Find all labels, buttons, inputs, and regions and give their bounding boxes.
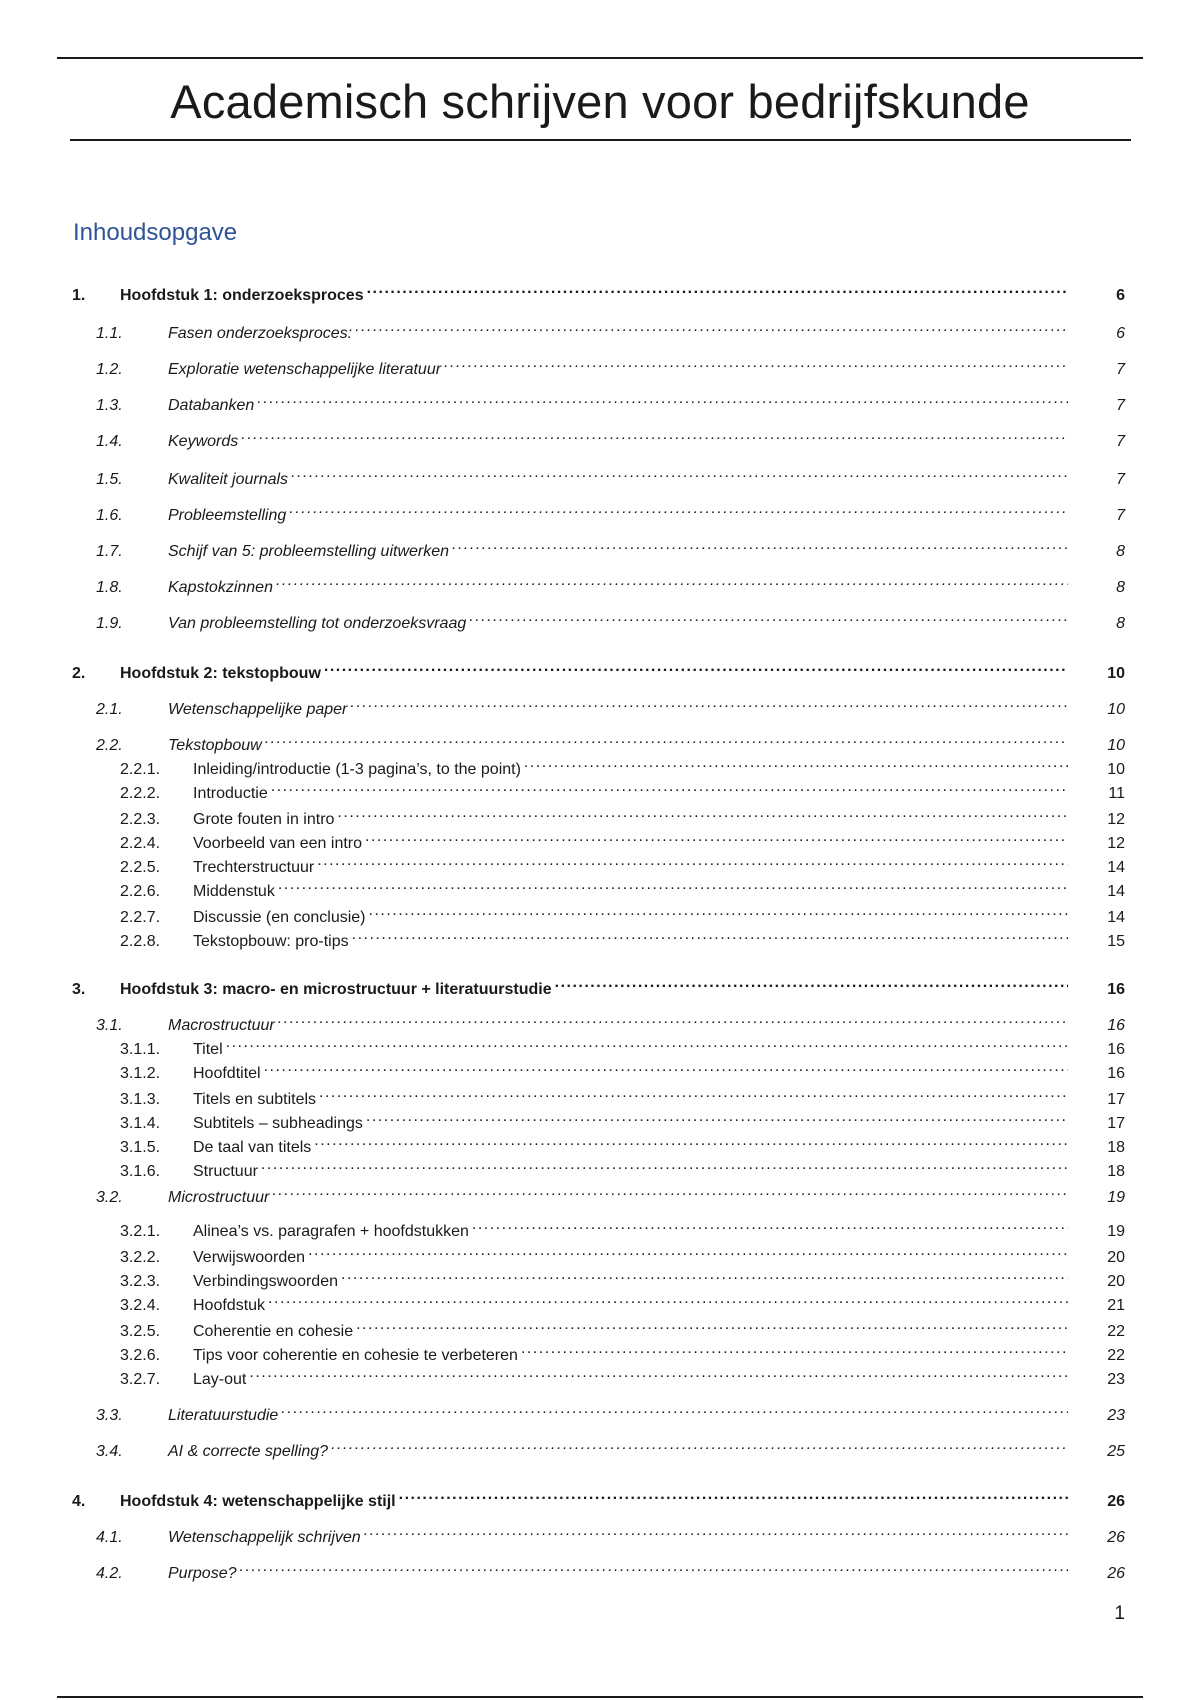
toc-entry-page: 14	[1107, 908, 1125, 926]
toc-entry-number: 1.7.	[96, 542, 123, 560]
toc-entry-title: Verwijswoorden	[193, 1248, 306, 1266]
toc-entry-number: 3.1.1.	[120, 1040, 161, 1058]
toc-entry-page: 14	[1107, 882, 1125, 900]
bottom-rule	[57, 1696, 1143, 1698]
toc-entry-title: Purpose?	[168, 1564, 237, 1582]
toc-entry[interactable]	[0, 1184, 1200, 1207]
toc-dot-leader	[261, 1158, 1068, 1176]
toc-entry-page: 16	[1107, 980, 1125, 998]
toc-entry-number: 2.2.3.	[120, 810, 161, 828]
toc-dot-leader	[289, 502, 1068, 520]
toc-entry-title: Hoofdstuk	[193, 1296, 266, 1314]
toc-entry-number: 2.2.6.	[120, 882, 161, 900]
toc-entry-page: 7	[1116, 470, 1125, 488]
toc-entry-title: AI & correcte spelling?	[168, 1442, 329, 1460]
toc-entry-title: Hoofdstuk 3: macro- en microstructuur + literatuurstudie	[120, 980, 552, 998]
toc-entry-page: 10	[1107, 664, 1125, 682]
toc-entry-title: Tekstopbouw: pro-tips	[193, 932, 349, 950]
toc-entry-number: 2.2.	[96, 736, 123, 754]
toc-entry-title: Hoofdstuk 4: wetenschappelijke stijl	[120, 1492, 396, 1510]
toc-entry[interactable]	[0, 1012, 1200, 1035]
toc-entry-page: 11	[1108, 784, 1125, 802]
toc-entry-number: 1.1.	[96, 324, 123, 342]
page-number: 1	[1114, 1603, 1125, 1624]
toc-entry-number: 2.2.4.	[120, 834, 161, 852]
toc-entry[interactable]	[0, 1158, 1200, 1181]
toc-entry[interactable]	[0, 502, 1200, 525]
toc-entry-page: 7	[1116, 432, 1125, 450]
toc-entry-number: 3.4.	[96, 1442, 123, 1460]
toc-entry-number: 3.2.1.	[120, 1222, 161, 1240]
toc-entry-title: Discussie (en conclusie)	[193, 908, 366, 926]
toc-entry-title: Literatuurstudie	[168, 1406, 279, 1424]
toc-entry[interactable]	[0, 756, 1200, 779]
toc-entry-title: Probleemstelling	[168, 506, 287, 524]
toc-entry[interactable]	[0, 1134, 1200, 1157]
toc-entry-page: 21	[1107, 1296, 1125, 1314]
toc-dot-leader	[356, 1318, 1068, 1336]
toc-entry[interactable]	[0, 660, 1200, 683]
toc-entry-page: 19	[1107, 1222, 1125, 1240]
toc-entry-title: Databanken	[168, 396, 255, 414]
toc-dot-leader	[352, 928, 1068, 946]
toc-heading: Inhoudsopgave	[73, 219, 238, 246]
toc-dot-leader	[264, 1060, 1068, 1078]
toc-entry-number: 3.1.2.	[120, 1064, 161, 1082]
toc-dot-leader	[265, 732, 1068, 750]
toc-entry-title: Subtitels – subheadings	[193, 1114, 363, 1132]
toc-entry-number: 3.2.2.	[120, 1248, 161, 1266]
toc-entry[interactable]	[0, 538, 1200, 561]
toc-dot-leader	[249, 1366, 1068, 1384]
toc-entry[interactable]	[0, 428, 1200, 451]
toc-entry-title: Inleiding/introductie (1-3 pagina’s, to the point)	[193, 760, 521, 778]
toc-entry[interactable]	[0, 1560, 1200, 1583]
toc-entry-title: Hoofdstuk 1: onderzoeksproces	[120, 286, 364, 304]
toc-entry-page: 19	[1107, 1188, 1125, 1206]
toc-dot-leader	[241, 428, 1068, 446]
toc-entry-title: Hoofdtitel	[193, 1064, 261, 1082]
toc-entry-number: 1.5.	[96, 470, 123, 488]
toc-entry-page: 12	[1107, 810, 1125, 828]
toc-entry[interactable]	[0, 1218, 1200, 1241]
toc-dot-leader	[278, 1012, 1068, 1030]
toc-dot-leader	[355, 320, 1068, 338]
toc-dot-leader	[472, 1218, 1068, 1236]
toc-entry-title: Trechterstructuur	[193, 858, 315, 876]
toc-entry[interactable]	[0, 928, 1200, 951]
toc-dot-leader	[341, 1268, 1068, 1286]
toc-entry[interactable]	[0, 1438, 1200, 1461]
toc-entry-page: 17	[1107, 1090, 1125, 1108]
toc-entry-title: Tekstopbouw	[168, 736, 262, 754]
toc-entry-page: 10	[1107, 760, 1125, 778]
toc-entry[interactable]	[0, 356, 1200, 379]
toc-entry-title: Exploratie wetenschappelijke literatuur	[168, 360, 442, 378]
toc-entry-title: Wetenschappelijk schrijven	[168, 1528, 361, 1546]
toc-dot-leader	[257, 392, 1068, 410]
toc-dot-leader	[308, 1244, 1068, 1262]
toc-entry[interactable]	[0, 1060, 1200, 1083]
toc-entry-number: 1.8.	[96, 578, 123, 596]
toc-dot-leader	[524, 756, 1068, 774]
toc-dot-leader	[521, 1342, 1068, 1360]
toc-entry-title: Titel	[193, 1040, 223, 1058]
toc-entry-number: 3.2.3.	[120, 1272, 161, 1290]
toc-entry-title: Alinea’s vs. paragrafen + hoofdstukken	[193, 1222, 469, 1240]
toc-dot-leader	[271, 780, 1068, 798]
toc-entry-page: 17	[1107, 1114, 1125, 1132]
toc-entry-page: 15	[1107, 932, 1125, 950]
toc-entry[interactable]	[0, 610, 1200, 633]
toc-entry-number: 3.2.4.	[120, 1296, 161, 1314]
toc-entry-number: 1.4.	[96, 432, 123, 450]
toc-entry[interactable]	[0, 320, 1200, 343]
toc-entry[interactable]	[0, 1318, 1200, 1341]
toc-entry-title: Kwaliteit journals	[168, 470, 289, 488]
toc-entry-page: 12	[1107, 834, 1125, 852]
toc-entry-title: Middenstuk	[193, 882, 275, 900]
toc-dot-leader	[268, 1292, 1068, 1310]
toc-dot-leader	[452, 538, 1068, 556]
toc-entry-page: 16	[1107, 1040, 1125, 1058]
toc-entry-page: 18	[1107, 1138, 1125, 1156]
toc-entry-title: Titels en subtitels	[193, 1090, 317, 1108]
toc-entry[interactable]	[0, 1488, 1200, 1511]
toc-entry[interactable]	[0, 1524, 1200, 1547]
toc-entry-page: 25	[1107, 1442, 1125, 1460]
toc-entry-title: Microstructuur	[168, 1188, 270, 1206]
toc-entry[interactable]	[0, 780, 1200, 803]
toc-entry-page: 22	[1107, 1322, 1125, 1340]
toc-entry-title: Keywords	[168, 432, 239, 450]
toc-entry[interactable]	[0, 282, 1200, 305]
toc-entry-page: 8	[1116, 578, 1125, 596]
toc-entry[interactable]	[0, 1342, 1200, 1365]
toc-entry-page: 16	[1107, 1064, 1125, 1082]
toc-entry-number: 4.2.	[96, 1564, 123, 1582]
toc-entry[interactable]	[0, 1036, 1200, 1059]
toc-entry-number: 4.1.	[96, 1528, 123, 1546]
toc-entry[interactable]	[0, 392, 1200, 415]
toc-dot-leader	[444, 356, 1068, 374]
toc-dot-leader	[324, 660, 1068, 678]
toc-entry-number: 2.2.7.	[120, 908, 161, 926]
toc-dot-leader	[366, 1110, 1068, 1128]
toc-entry-number: 3.2.	[96, 1188, 123, 1206]
toc-entry-page: 22	[1107, 1346, 1125, 1364]
toc-entry-number: 3.1.	[96, 1016, 123, 1034]
title-underline	[70, 139, 1131, 141]
toc-entry-title: De taal van titels	[193, 1138, 312, 1156]
toc-dot-leader	[469, 610, 1068, 628]
toc-entry-number: 2.2.1.	[120, 760, 161, 778]
toc-entry[interactable]	[0, 574, 1200, 597]
toc-entry-title: Hoofdstuk 2: tekstopbouw	[120, 664, 321, 682]
toc-entry-title: Voorbeeld van een intro	[193, 834, 363, 852]
document-title: Academisch schrijven voor bedrijfskunde	[170, 75, 1030, 128]
toc-entry-title: Wetenschappelijke paper	[168, 700, 348, 718]
toc-entry[interactable]	[0, 1110, 1200, 1133]
top-rule	[57, 57, 1143, 59]
toc-entry-page: 16	[1107, 1016, 1125, 1034]
toc-entry-title: Coherentie en cohesie	[193, 1322, 354, 1340]
toc-entry-page: 7	[1116, 360, 1125, 378]
toc-entry-page: 18	[1107, 1162, 1125, 1180]
toc-entry-number: 3.1.5.	[120, 1138, 161, 1156]
toc-entry[interactable]	[0, 1086, 1200, 1109]
toc-entry-number: 2.2.5.	[120, 858, 161, 876]
toc-dot-leader	[364, 1524, 1068, 1542]
toc-dot-leader	[276, 574, 1068, 592]
toc-entry-number: 3.	[72, 980, 86, 998]
toc-entry-page: 7	[1116, 396, 1125, 414]
toc-entry-number: 2.2.2.	[120, 784, 161, 802]
toc-entry-page: 20	[1107, 1272, 1125, 1290]
toc-entry-page: 23	[1107, 1370, 1125, 1388]
toc-entry[interactable]	[0, 830, 1200, 853]
toc-dot-leader	[291, 466, 1068, 484]
toc-entry[interactable]	[0, 1244, 1200, 1267]
toc-entry-page: 14	[1107, 858, 1125, 876]
toc-entry-number: 1.9.	[96, 614, 123, 632]
toc-entry[interactable]	[0, 976, 1200, 999]
toc-entry-title: Verbindingswoorden	[193, 1272, 338, 1290]
toc-dot-leader	[369, 904, 1068, 922]
toc-dot-leader	[278, 878, 1068, 896]
toc-entry-page: 6	[1116, 324, 1125, 342]
toc-entry-number: 3.2.6.	[120, 1346, 161, 1364]
toc-dot-leader	[226, 1036, 1068, 1054]
toc-dot-leader	[367, 282, 1068, 300]
toc-entry-page: 10	[1107, 736, 1125, 754]
toc-entry-title: Kapstokzinnen	[168, 578, 273, 596]
toc-entry-page: 23	[1107, 1406, 1125, 1424]
toc-entry-title: Macrostructuur	[168, 1016, 275, 1034]
toc-entry-title: Van probleemstelling tot onderzoeksvraag	[168, 614, 467, 632]
toc-entry-number: 3.1.3.	[120, 1090, 161, 1108]
toc-dot-leader	[314, 1134, 1068, 1152]
toc-entry-title: Structuur	[193, 1162, 258, 1180]
toc-entry-title: Schijf van 5: probleemstelling uitwerken	[168, 542, 450, 560]
toc-entry[interactable]	[0, 1292, 1200, 1315]
toc-entry-number: 1.2.	[96, 360, 123, 378]
toc-entry[interactable]	[0, 878, 1200, 901]
toc-entry-page: 26	[1107, 1492, 1125, 1510]
toc-entry-page: 20	[1107, 1248, 1125, 1266]
toc-entry[interactable]	[0, 732, 1200, 755]
toc-entry[interactable]	[0, 806, 1200, 829]
toc-entry-page: 26	[1107, 1564, 1125, 1582]
toc-entry[interactable]	[0, 696, 1200, 719]
toc-entry-title: Grote fouten in intro	[193, 810, 335, 828]
toc-dot-leader	[331, 1438, 1068, 1456]
toc-entry-number: 2.1.	[96, 700, 123, 718]
toc-entry-title: Lay-out	[193, 1370, 247, 1388]
toc-dot-leader	[272, 1184, 1068, 1202]
toc-entry-number: 3.3.	[96, 1406, 123, 1424]
toc-dot-leader	[281, 1402, 1068, 1420]
toc-entry-page: 8	[1116, 542, 1125, 560]
toc-entry-title: Tips voor coherentie en cohesie te verbeteren	[193, 1346, 518, 1364]
toc-entry-page: 26	[1107, 1528, 1125, 1546]
toc-entry-title: Introductie	[193, 784, 268, 802]
toc-entry[interactable]	[0, 466, 1200, 489]
toc-dot-leader	[240, 1560, 1069, 1578]
toc-entry-number: 3.1.4.	[120, 1114, 161, 1132]
toc-entry-number: 1.	[72, 286, 86, 304]
toc-entry-number: 3.1.6.	[120, 1162, 161, 1180]
toc-dot-leader	[317, 854, 1068, 872]
toc-dot-leader	[337, 806, 1068, 824]
toc-entry[interactable]	[0, 1366, 1200, 1389]
toc-entry-number: 3.2.7.	[120, 1370, 161, 1388]
toc-entry-page: 7	[1116, 506, 1125, 524]
toc-entry-page: 8	[1116, 614, 1125, 632]
toc-entry-page: 10	[1107, 700, 1125, 718]
toc-entry-number: 4.	[72, 1492, 86, 1510]
toc-entry[interactable]	[0, 904, 1200, 927]
toc-dot-leader	[365, 830, 1068, 848]
toc-entry-title: Fasen onderzoeksproces:	[168, 324, 353, 342]
toc-entry-number: 2.2.8.	[120, 932, 161, 950]
toc-entry[interactable]	[0, 1268, 1200, 1291]
toc-entry[interactable]	[0, 1402, 1200, 1425]
toc-entry-number: 3.2.5.	[120, 1322, 161, 1340]
toc-dot-leader	[399, 1488, 1068, 1506]
toc-entry-number: 2.	[72, 664, 86, 682]
toc-entry-number: 1.6.	[96, 506, 123, 524]
toc-dot-leader	[319, 1086, 1068, 1104]
toc-dot-leader	[555, 976, 1068, 994]
toc-entry[interactable]	[0, 854, 1200, 877]
toc-entry-page: 6	[1116, 286, 1125, 304]
toc-entry-number: 1.3.	[96, 396, 123, 414]
toc-dot-leader	[350, 696, 1068, 714]
